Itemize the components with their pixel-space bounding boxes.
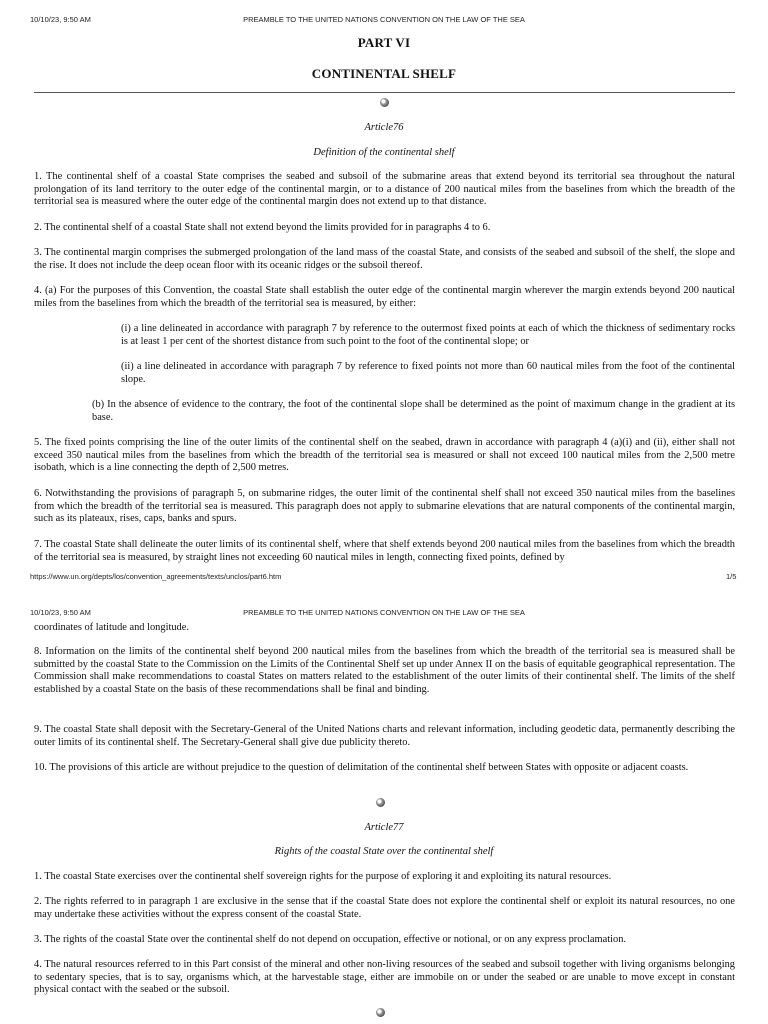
print-header-title: PREAMBLE TO THE UNITED NATIONS CONVENTION ON THE LAW OF THE SEA [243,608,525,617]
paragraph-7: 7. The coastal State shall delineate the outer limits of its continental shelf, where that shelf extends beyond 200 nautical miles from the baselines from which the breadth of the territorial sea is measured, by straight lines not exceeding 60 nautical miles in length, connecting fixed points, defined by [34,539,735,563]
part-subtitle: CONTINENTAL SHELF [311,66,457,81]
paragraph-9: 9. The coastal State shall deposit with the Secretary-General of the United Nations charts and relevant information, including geodetic data, permanently describing the outer limits of its continental shelf. The Secretary-General shall give due publicity thereto. [34,724,735,748]
print-header-date: 10/10/23, 9:50 AM [30,15,91,24]
paragraph-4a-i: (i) a line delineated in accordance with paragraph 7 by reference to the outermost fixed points at each of which the thickness of sedimentary rocks is at least 1 per cent of the shortest distance from such point to the foot of the continental slope; or [121,323,735,347]
article-title: Article76 [364,122,404,133]
globe-bullet-icon [380,98,389,107]
article77-paragraph-2: 2. The rights referred to in paragraph 1 are exclusive in the sense that if the coastal State does not explore the continental shelf or exploit its natural resources, no one may undertake these activities without the express consent of the coastal State. [34,896,735,920]
paragraph-4a-ii: (ii) a line delineated in accordance with paragraph 7 by reference to fixed points not more than 60 nautical miles from the foot of the continental slope. [121,361,735,385]
paragraph-2: 2. The continental shelf of a coastal State shall not extend beyond the limits provided for in paragraphs 4 to 6. [34,222,491,233]
footer-page-number: 1/5 [726,572,737,581]
print-header-title: PREAMBLE TO THE UNITED NATIONS CONVENTION ON THE LAW OF THE SEA [243,15,525,24]
paragraph-3: 3. The continental margin comprises the submerged prolongation of the land mass of the coastal State, and consists of the seabed and subsoil of the shelf, the slope and the rise. It does not include the deep ocean floor with its oceanic ridges or the subsoil thereof. [34,247,735,271]
article-heading: Rights of the coastal State over the continental shelf [274,846,494,857]
paragraph-8: 8. Information on the limits of the continental shelf beyond 200 nautical miles from the baselines from which the breadth of the territorial sea is measured shall be submitted by the coastal State to the Commission on the Limits of the Continental Shelf set up under Annex II on the basis of equitable geographical representation. The Commission shall make recommendations to coastal States on matters related to the establishment of the outer limits of their continental shelf. The limits of the shelf established by a coastal State on the basis of these recommendations shall be final and binding. [34,646,735,695]
print-header-date: 10/10/23, 9:50 AM [30,608,91,617]
globe-bullet-icon [376,1008,385,1017]
paragraph-4a: 4. (a) For the purposes of this Convention, the coastal State shall establish the outer edge of the continental margin wherever the margin extends beyond 200 nautical miles from the baselines from which the breadth of the territorial sea is measured, by either: [34,285,735,309]
article-heading: Definition of the continental shelf [313,147,455,158]
paragraph-7-continued: coordinates of latitude and longitude. [34,622,189,633]
globe-bullet-icon [376,798,385,807]
paragraph-4b: (b) In the absence of evidence to the contrary, the foot of the continental slope shall be determined as the point of maximum change in the gradient at its base. [92,399,735,423]
paragraph-5: 5. The fixed points comprising the line of the outer limits of the continental shelf on the seabed, drawn in accordance with paragraph 4 (a)(i) and (ii), either shall not exceed 350 nautical miles from the baselines from which the breadth of the territorial sea is measured or shall not exceed 100 nautical miles from the 2,500 metre isobath, which is a line connecting the depth of 2,500 metres. [34,437,735,474]
part-title: PART VI [357,35,411,50]
paragraph-10: 10. The provisions of this article are without prejudice to the question of delimitation of the continental shelf between States with opposite or adjacent coasts. [34,762,689,773]
article77-paragraph-1: 1. The coastal State exercises over the continental shelf sovereign rights for the purpose of exploring it and exploiting its natural resources. [34,871,612,882]
footer-url-link[interactable]: https://www.un.org/depts/los/convention_agreements/texts/unclos/part6.htm [30,572,282,581]
paragraph-1: 1. The continental shelf of a coastal State comprises the seabed and subsoil of the submarine areas that extend beyond its territorial sea throughout the natural prolongation of its land territory to the outer edge of the continental margin, or to a distance of 200 nautical miles from the baselines from which the breadth of the territorial sea is measured where the outer edge of the continental margin does not extend up to that distance. [34,171,735,208]
article-title: Article77 [364,822,404,833]
horizontal-rule [34,92,735,93]
paragraph-6: 6. Notwithstanding the provisions of paragraph 5, on submarine ridges, the outer limit of the continental shelf shall not exceed 350 nautical miles from the baselines from which the breadth of the territorial sea is measured. This paragraph does not apply to submarine elevations that are natural components of the continental margin, such as its plateaux, rises, caps, banks and spurs. [34,488,735,525]
article77-paragraph-4: 4. The natural resources referred to in this Part consist of the mineral and other non-living resources of the seabed and subsoil together with living organisms belonging to sedentary species, that is to say, organisms which, at the harvestable stage, either are immobile on or under the seabed or are unable to move except in constant physical contact with the seabed or the subsoil. [34,959,735,996]
article77-paragraph-3: 3. The rights of the coastal State over the continental shelf do not depend on occupation, effective or notional, or on any express proclamation. [34,934,626,945]
